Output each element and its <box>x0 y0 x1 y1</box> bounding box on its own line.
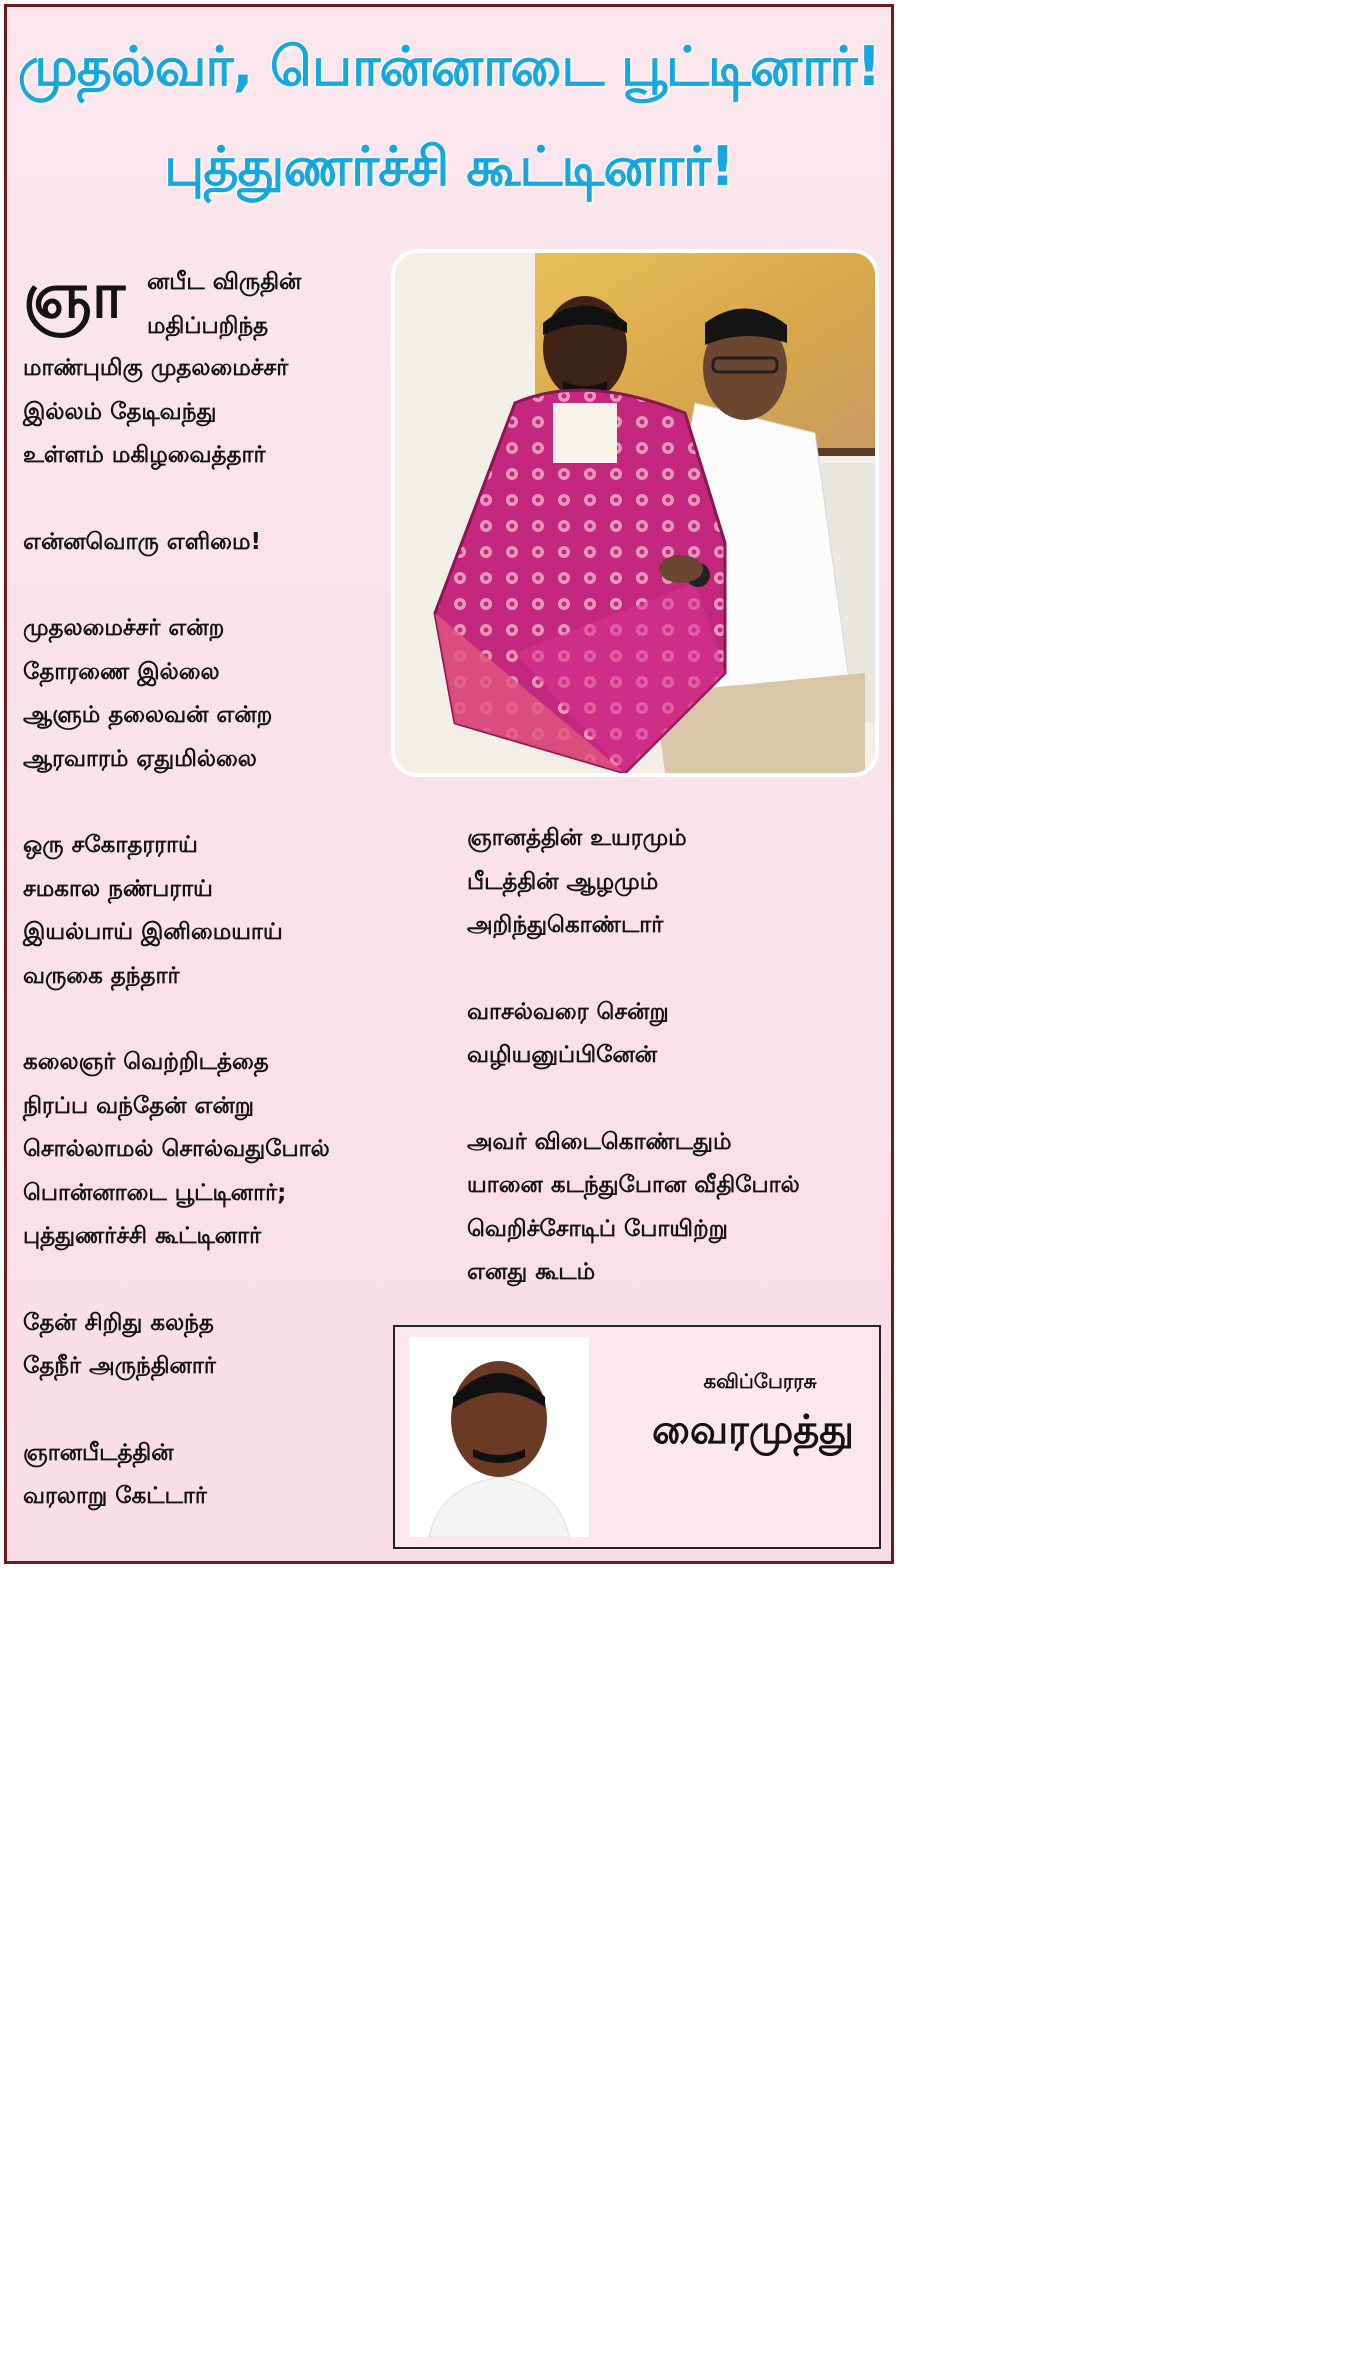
poem-line: மாண்புமிகு முதலமைச்சர் <box>23 355 289 381</box>
poem-line: வருகை தந்தார் <box>23 962 180 989</box>
poem-line: என்னவொரு எளிமை! <box>23 528 261 555</box>
poem-line: இல்லம் தேடிவந்து <box>23 398 217 425</box>
author-portrait <box>409 1337 589 1537</box>
poem-line: அவர் விடைகொண்டதும் <box>467 1128 732 1155</box>
poem-left-column <box>23 347 330 1562</box>
poem-line: எனது கூடம் <box>467 1259 596 1285</box>
stanza <box>23 824 330 998</box>
poem-line: சொல்லாமல் சொல்வதுபோல் <box>23 1136 330 1162</box>
stanza <box>467 991 800 1078</box>
poem-line: நிரப்ப வந்தேன் என்று <box>23 1092 255 1119</box>
poem-line: இயல்பாய் இனிமையாய் <box>23 919 283 945</box>
poem-line: தேநீர் அருந்தினார் <box>23 1353 216 1379</box>
poem-line: தோரணை இல்லை <box>23 658 220 685</box>
author-photo <box>409 1337 589 1537</box>
drop-cap: ஞா <box>23 259 126 333</box>
stanza <box>23 1302 330 1389</box>
poem-line: வாசல்வரை சென்று <box>467 998 669 1025</box>
poem-line: வெறிச்சோடிப் போயிற்று <box>467 1215 728 1242</box>
headline-line-1: முதல்வர், பொன்னாடை பூட்டினார்! <box>17 35 881 98</box>
stanza <box>23 1041 330 1259</box>
poem-line: ஆளும் தலைவன் என்ற <box>23 702 273 728</box>
drop-cap-continuation <box>147 261 301 348</box>
stanza <box>23 607 330 781</box>
poem-line: தேன் சிறிது கலந்த <box>23 1309 214 1336</box>
poem-line: வழியனுப்பினேன் <box>467 1042 658 1068</box>
photo-illustration <box>395 253 875 773</box>
poem-line: வரலாறு கேட்டார் <box>23 1483 207 1509</box>
news-photo <box>395 253 875 773</box>
poem-line: முதலமைச்சர் என்ற <box>23 615 225 641</box>
poem-line: ஆரவாரம் ஏதுமில்லை <box>23 745 257 772</box>
poem-line: ஞானத்தின் உயரமும் <box>467 825 687 851</box>
author-title: கவிப்பேரரசு <box>703 1369 817 1393</box>
poem-right-column <box>467 817 800 1338</box>
stanza <box>23 521 330 565</box>
poem-line: மதிப்பறிந்த <box>147 312 269 339</box>
poem-line: பொன்னாடை பூட்டினார்; <box>23 1179 287 1206</box>
stanza <box>467 817 800 948</box>
poem-line: ஞானபீடத்தின் <box>23 1439 174 1466</box>
poem-line: புத்துணர்ச்சி கூட்டினார் <box>23 1223 262 1249</box>
stanza <box>23 347 330 478</box>
poem-line: ஒரு சகோதரராய் <box>23 832 198 858</box>
stanza <box>467 1121 800 1295</box>
poem-line: யானை கடந்துபோன வீதிபோல் <box>467 1172 800 1198</box>
headline-line-2: புத்துணர்ச்சி கூட்டினார்! <box>164 135 734 198</box>
poem-line: னபீட விருதின் <box>147 269 302 295</box>
poem-line: அறிந்துகொண்டார் <box>467 912 664 938</box>
author-byline-box <box>393 1325 881 1549</box>
stanza <box>23 1432 330 1519</box>
poem-line: பீடத்தின் ஆழமும் <box>467 868 659 895</box>
poem-line: உள்ளம் மகிழவைத்தார் <box>23 442 266 468</box>
author-name: வைரமுத்து <box>652 1407 854 1453</box>
newspaper-page <box>4 4 894 1564</box>
poem-line: கலைஞர் வெற்றிடத்தை <box>23 1049 269 1075</box>
poem-line: சமகால நண்பராய் <box>23 875 213 902</box>
